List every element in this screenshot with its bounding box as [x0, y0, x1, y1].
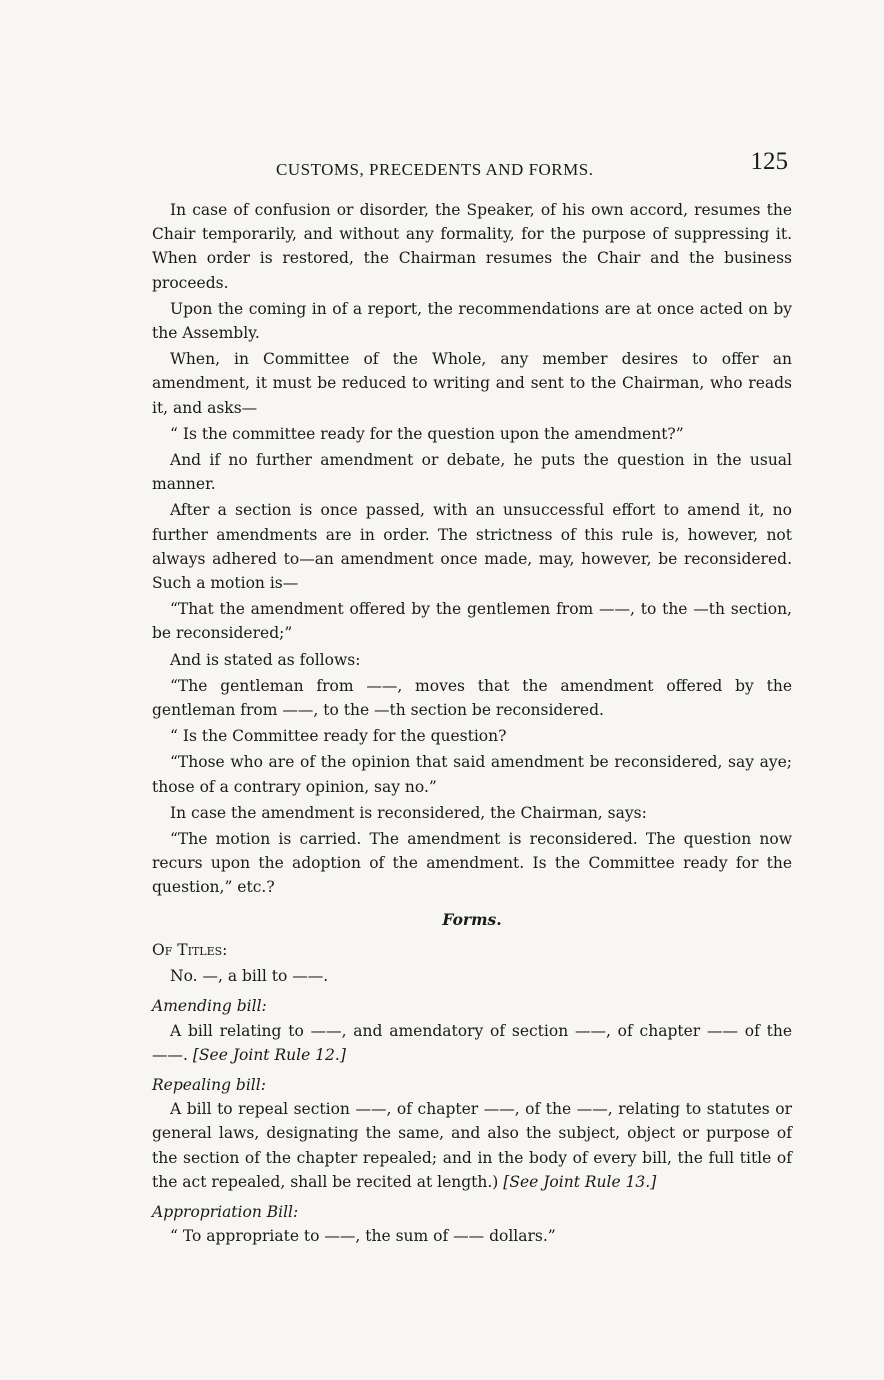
- amending-text: A bill relating to ——, and amendatory of section ——, of chapter —— of the ——.: [152, 1021, 792, 1064]
- paragraph: When, in Committee of the Whole, any member desires to offer an amendment, it must be reduced to writing and sent to the Chairman, who reads it, and asks—: [152, 350, 792, 417]
- repealing-label: Repealing bill:: [152, 1075, 266, 1094]
- paragraph: “The gentleman from ——, moves that the amendment offered by the gentleman from ——, to the —th section be reconsidered.: [152, 676, 792, 720]
- paragraph: And if no further amendment or debate, he puts the question in the usual manner.: [152, 451, 792, 494]
- titles-label: Of Titles:: [152, 940, 228, 959]
- amending-paragraph: [152, 1019, 792, 1067]
- paragraph: In case the amendment is reconsidered, the Chairman, says:: [170, 803, 647, 822]
- paragraph: Upon the coming in of a report, the recommendations are at once acted on by the Assembly.: [152, 299, 792, 343]
- paragraph: After a section is once passed, with an unsuccessful effort to amend it, no further amendments are in order. The strictness of this rule is, however, not always adhered to—an amendment once made, may, however, be reconsidered. Such a motion is—: [152, 501, 792, 593]
- paragraph: “That the amendment offered by the gentlemen from ——, to the —th section, be reconsidered;”: [152, 600, 792, 643]
- repealing-ref: [See Joint Rule 13.]: [503, 1172, 657, 1191]
- repealing-paragraph: [152, 1097, 792, 1194]
- paragraph: “ Is the committee ready for the question upon the amendment?”: [170, 424, 684, 443]
- running-title: CUSTOMS, PRECEDENTS AND FORMS.: [276, 160, 594, 179]
- appropriation-label: Appropriation Bill:: [152, 1202, 299, 1221]
- paragraph: And is stated as follows:: [170, 650, 361, 669]
- amending-ref: [See Joint Rule 12.]: [192, 1045, 346, 1064]
- page-header: [152, 150, 792, 190]
- book-page: [152, 150, 792, 1250]
- appropriation-text: “ To appropriate to ——, the sum of —— dollars.”: [170, 1227, 556, 1246]
- forms-heading: Forms.: [442, 909, 502, 929]
- page-number: 125: [750, 148, 788, 175]
- amending-label: Amending bill:: [152, 997, 267, 1016]
- paragraph: “ Is the Committee ready for the question?: [170, 727, 507, 746]
- paragraph: “The motion is carried. The amendment is reconsidered. The question now recurs upon the adoption of the amendment. Is the Committee ready for the question,” etc.?: [152, 830, 792, 897]
- paragraph: “Those who are of the opinion that said amendment be reconsidered, say aye; those of a contrary opinion, say no.”: [152, 753, 792, 796]
- titles-text: No. —, a bill to ——.: [170, 967, 329, 986]
- repealing-text: A bill to repeal section ——, of chapter ——, of the ——, relating to statutes or general laws, designating the same, and also the subject, object or purpose of the section of the chapter repealed; and in the body of every bill, the full title of the act repealed, shall be recited at length.): [152, 1100, 792, 1191]
- paragraph: In case of confusion or disorder, the Speaker, of his own accord, resumes the Chair temporarily, and without any formality, for the purpose of suppressing it. When order is restored, the Chairman resumes the Chair and the business proceeds.: [152, 201, 792, 292]
